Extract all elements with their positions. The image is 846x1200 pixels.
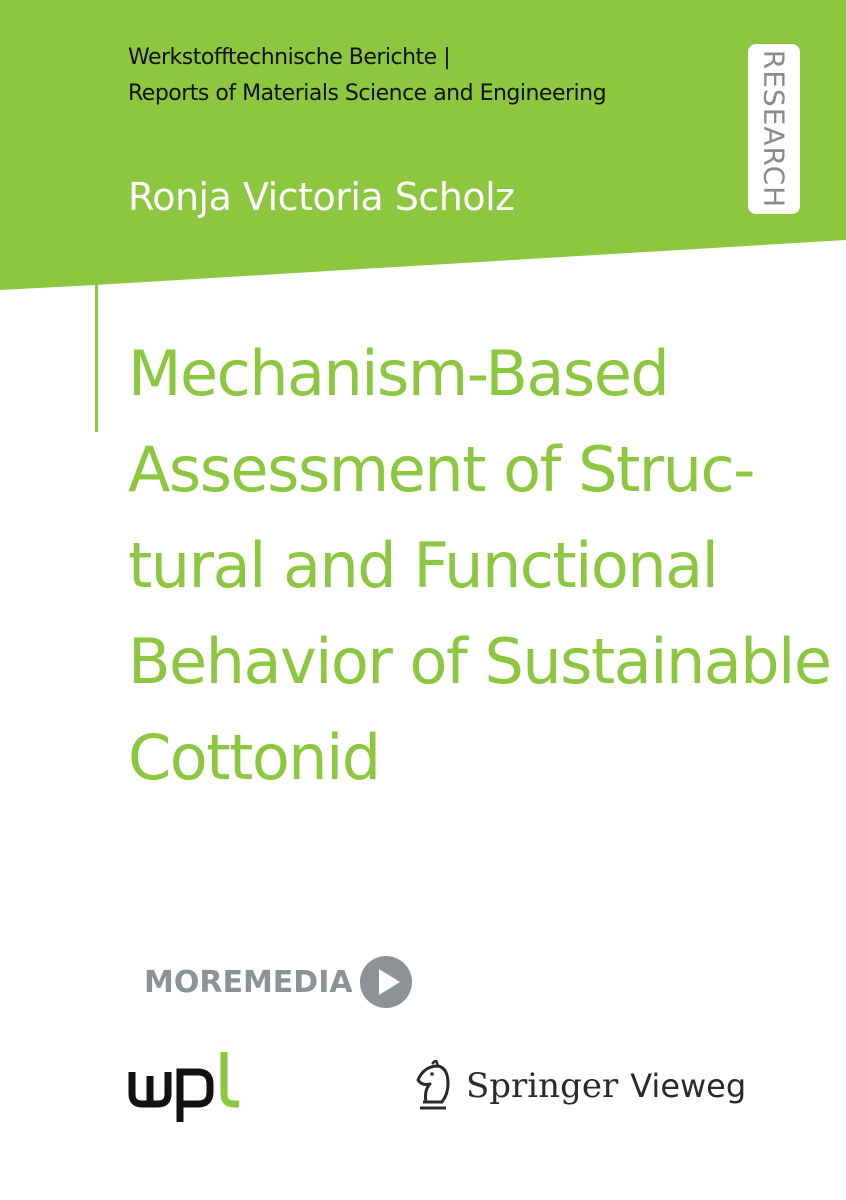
- publisher-imprint: Vieweg: [630, 1067, 747, 1105]
- moremedia-label: MOREMEDIA: [144, 964, 353, 1000]
- moremedia-logo: [144, 955, 413, 1009]
- author-name: Ronja Victoria Scholz: [128, 175, 515, 219]
- series-title: [128, 40, 606, 112]
- publisher-name: Springer: [466, 1066, 619, 1106]
- springer-vieweg-logo: [410, 1060, 746, 1112]
- title-line-5: Cottonid: [128, 721, 380, 794]
- knight-horse-icon: [410, 1060, 456, 1112]
- research-badge: [748, 44, 800, 214]
- wpt-logo: [128, 1050, 240, 1126]
- research-badge-label: RESEARCH: [757, 49, 791, 209]
- book-title: [128, 326, 831, 806]
- play-icon: [359, 955, 413, 1009]
- title-line-1: Mechanism-Based: [128, 337, 669, 410]
- wpt-logo-mark: [128, 1050, 240, 1122]
- title-line-2: Assessment of Struc-: [128, 433, 754, 506]
- title-line-3: tural and Functional: [128, 529, 718, 602]
- series-line-1: Werkstofftechnische Berichte |: [128, 45, 451, 70]
- title-line-4: Behavior of Sustainable: [128, 625, 831, 698]
- series-line-2: Reports of Materials Science and Engineering: [128, 81, 607, 106]
- accent-vertical-line: [95, 0, 98, 432]
